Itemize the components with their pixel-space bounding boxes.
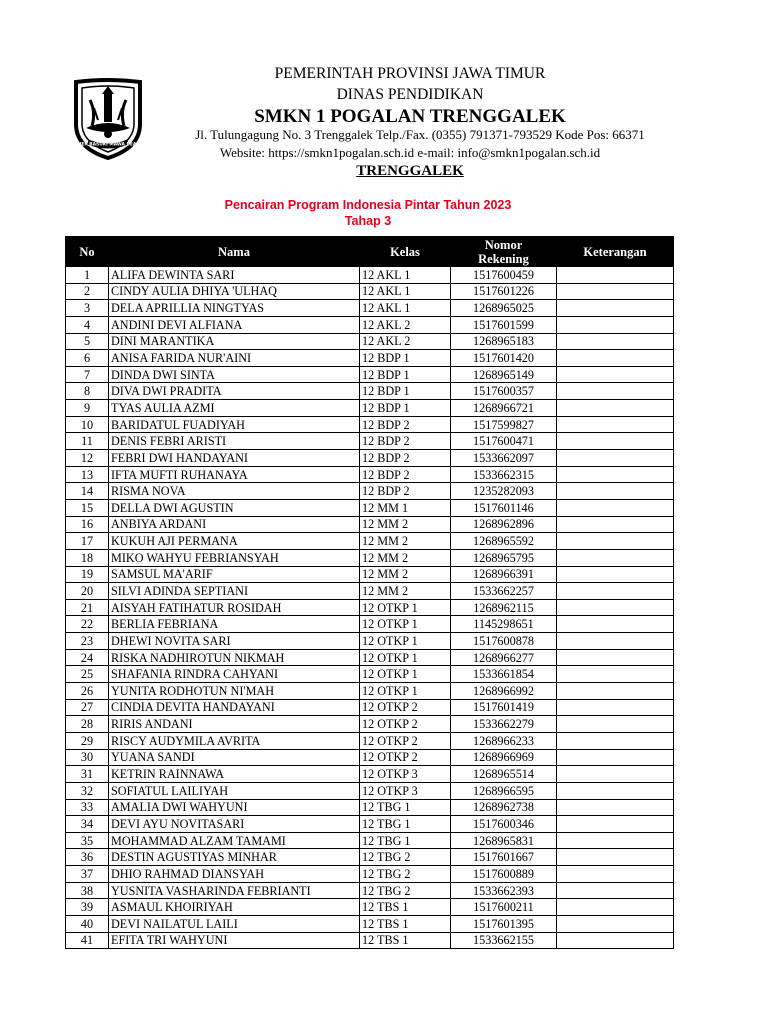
- table-row: [66, 333, 674, 350]
- school-address: Jl. Tulungagung No. 3 Trenggalek Telp./Fax. (0355) 791371-793529 Kode Pos: 66371: [195, 127, 645, 142]
- cell-name: ASMAUL KHOIRIYAH: [109, 899, 360, 916]
- cell-account: 1145298651: [451, 616, 557, 633]
- cell-account: 1533662097: [451, 450, 557, 467]
- cell-account: 1517601420: [451, 350, 557, 367]
- table-row: [66, 732, 674, 749]
- table-row: [66, 283, 674, 300]
- cell-no: 12: [66, 450, 109, 467]
- cell-name: YUNITA RODHOTUN NI'MAH: [109, 683, 360, 700]
- cell-account: 1533662393: [451, 882, 557, 899]
- table-row: [66, 849, 674, 866]
- cell-note: [557, 699, 674, 716]
- cell-no: 6: [66, 350, 109, 367]
- cell-note: [557, 649, 674, 666]
- column-header-name: Nama: [109, 237, 360, 267]
- cell-no: 31: [66, 766, 109, 783]
- cell-account: 1517599827: [451, 416, 557, 433]
- table-row: [66, 666, 674, 683]
- cell-note: [557, 416, 674, 433]
- agency-name: DINAS PENDIDIKAN: [336, 86, 484, 103]
- school-name: SMKN 1 POGALAN TRENGGALEK: [254, 106, 566, 127]
- cell-name: RISCY AUDYMILA AVRITA: [109, 732, 360, 749]
- table-row: [66, 749, 674, 766]
- cell-no: 35: [66, 832, 109, 849]
- table-row: [66, 899, 674, 916]
- cell-note: [557, 366, 674, 383]
- table-row: [66, 516, 674, 533]
- cell-account: 1517600357: [451, 383, 557, 400]
- cell-account: 1268962115: [451, 599, 557, 616]
- cell-no: 24: [66, 649, 109, 666]
- cell-note: [557, 749, 674, 766]
- cell-name: IFTA MUFTI RUHANAYA: [109, 466, 360, 483]
- table-row: [66, 649, 674, 666]
- table-row: [66, 633, 674, 650]
- cell-no: 28: [66, 716, 109, 733]
- cell-name: FEBRI DWI HANDAYANI: [109, 450, 360, 467]
- cell-account: 1517600459: [451, 267, 557, 284]
- cell-name: AISYAH FATIHATUR ROSIDAH: [109, 599, 360, 616]
- cell-class: 12 OTKP 1: [360, 683, 451, 700]
- cell-account: 1268966969: [451, 749, 557, 766]
- table-row: [66, 799, 674, 816]
- cell-note: [557, 483, 674, 500]
- cell-name: DEVI AYU NOVITASARI: [109, 816, 360, 833]
- cell-name: DIVA DWI PRADITA: [109, 383, 360, 400]
- cell-account: 1268966992: [451, 683, 557, 700]
- cell-account: 1517600471: [451, 433, 557, 450]
- table-row: [66, 782, 674, 799]
- cell-no: 23: [66, 633, 109, 650]
- cell-class: 12 BDP 1: [360, 350, 451, 367]
- cell-class: 12 AKL 1: [360, 283, 451, 300]
- cell-note: [557, 267, 674, 284]
- cell-class: 12 BDP 1: [360, 400, 451, 417]
- cell-class: 12 AKL 1: [360, 267, 451, 284]
- cell-no: 16: [66, 516, 109, 533]
- table-row: [66, 816, 674, 833]
- cell-note: [557, 549, 674, 566]
- table-row: [66, 683, 674, 700]
- cell-class: 12 MM 1: [360, 499, 451, 516]
- cell-no: 29: [66, 732, 109, 749]
- cell-account: 1235282093: [451, 483, 557, 500]
- document-title: Pencairan Program Indonesia Pintar Tahun 2023: [224, 198, 512, 212]
- cell-no: 26: [66, 683, 109, 700]
- table-row: [66, 350, 674, 367]
- cell-account: 1517601419: [451, 699, 557, 716]
- cell-name: RISMA NOVA: [109, 483, 360, 500]
- cell-note: [557, 533, 674, 550]
- cell-name: SOFIATUL LAILIYAH: [109, 782, 360, 799]
- cell-account: 1517601667: [451, 849, 557, 866]
- table-row: [66, 400, 674, 417]
- table-row: [66, 716, 674, 733]
- cell-class: 12 TBG 1: [360, 816, 451, 833]
- cell-account: 1533662155: [451, 932, 557, 949]
- cell-no: 7: [66, 366, 109, 383]
- cell-class: 12 TBS 1: [360, 915, 451, 932]
- cell-name: KETRIN RAINNAWA: [109, 766, 360, 783]
- cell-class: 12 TBG 2: [360, 866, 451, 883]
- cell-name: DELA APRILLIA NINGTYAS: [109, 300, 360, 317]
- cell-account: 1268965795: [451, 549, 557, 566]
- table-row: [66, 433, 674, 450]
- cell-no: 38: [66, 882, 109, 899]
- cell-class: 12 OTKP 1: [360, 633, 451, 650]
- cell-class: 12 OTKP 2: [360, 749, 451, 766]
- cell-account: 1533662279: [451, 716, 557, 733]
- cell-class: 12 BDP 2: [360, 483, 451, 500]
- cell-name: BERLIA FEBRIANA: [109, 616, 360, 633]
- cell-class: 12 OTKP 1: [360, 616, 451, 633]
- cell-account: 1268966233: [451, 732, 557, 749]
- cell-class: 12 BDP 2: [360, 416, 451, 433]
- recipient-table: [65, 236, 674, 949]
- cell-name: DENIS FEBRI ARISTI: [109, 433, 360, 450]
- government-name: PEMERINTAH PROVINSI JAWA TIMUR: [274, 65, 546, 82]
- cell-no: 41: [66, 932, 109, 949]
- cell-note: [557, 583, 674, 600]
- cell-class: 12 OTKP 2: [360, 716, 451, 733]
- cell-note: [557, 616, 674, 633]
- cell-class: 12 MM 2: [360, 533, 451, 550]
- cell-name: MOHAMMAD ALZAM TAMAMI: [109, 832, 360, 849]
- table-row: [66, 416, 674, 433]
- cell-no: 18: [66, 549, 109, 566]
- cell-note: [557, 782, 674, 799]
- cell-no: 14: [66, 483, 109, 500]
- cell-name: ANISA FARIDA NUR'AINI: [109, 350, 360, 367]
- cell-account: 1533661854: [451, 666, 557, 683]
- cell-account: 1517601226: [451, 283, 557, 300]
- cell-no: 11: [66, 433, 109, 450]
- cell-no: 5: [66, 333, 109, 350]
- cell-no: 19: [66, 566, 109, 583]
- cell-note: [557, 599, 674, 616]
- cell-name: ANDINI DEVI ALFIANA: [109, 316, 360, 333]
- cell-class: 12 TBS 1: [360, 899, 451, 916]
- cell-no: 13: [66, 466, 109, 483]
- table-row: [66, 616, 674, 633]
- table-row: [66, 383, 674, 400]
- table-row: [66, 915, 674, 932]
- cell-note: [557, 849, 674, 866]
- city-name: TRENGGALEK: [356, 163, 464, 179]
- cell-class: 12 TBS 1: [360, 932, 451, 949]
- cell-account: 1517600878: [451, 633, 557, 650]
- cell-note: [557, 633, 674, 650]
- cell-name: ANBIYA ARDANI: [109, 516, 360, 533]
- cell-note: [557, 400, 674, 417]
- cell-class: 12 BDP 2: [360, 433, 451, 450]
- cell-class: 12 OTKP 1: [360, 666, 451, 683]
- table-row: [66, 300, 674, 317]
- column-header-note: Keterangan: [557, 237, 674, 267]
- cell-name: RISKA NADHIROTUN NIKMAH: [109, 649, 360, 666]
- cell-account: 1533662257: [451, 583, 557, 600]
- cell-note: [557, 732, 674, 749]
- cell-class: 12 BDP 2: [360, 466, 451, 483]
- cell-account: 1268965592: [451, 533, 557, 550]
- cell-note: [557, 566, 674, 583]
- table-row: [66, 599, 674, 616]
- cell-no: 40: [66, 915, 109, 932]
- table-row: [66, 549, 674, 566]
- cell-name: DESTIN AGUSTIYAS MINHAR: [109, 849, 360, 866]
- cell-note: [557, 466, 674, 483]
- cell-note: [557, 816, 674, 833]
- table-row: [66, 766, 674, 783]
- cell-account: 1268965514: [451, 766, 557, 783]
- cell-note: [557, 300, 674, 317]
- cell-class: 12 TBG 2: [360, 849, 451, 866]
- cell-note: [557, 350, 674, 367]
- cell-note: [557, 683, 674, 700]
- table-row: [66, 366, 674, 383]
- cell-name: ALIFA DEWINTA SARI: [109, 267, 360, 284]
- cell-name: YUSNITA VASHARINDA FEBRIANTI: [109, 882, 360, 899]
- cell-account: 1517601146: [451, 499, 557, 516]
- cell-note: [557, 433, 674, 450]
- cell-name: RIRIS ANDANI: [109, 716, 360, 733]
- cell-no: 17: [66, 533, 109, 550]
- cell-name: DELLA DWI AGUSTIN: [109, 499, 360, 516]
- cell-class: 12 MM 2: [360, 516, 451, 533]
- cell-note: [557, 866, 674, 883]
- cell-name: SILVI ADINDA SEPTIANI: [109, 583, 360, 600]
- cell-account: 1533662315: [451, 466, 557, 483]
- cell-no: 22: [66, 616, 109, 633]
- table-row: [66, 316, 674, 333]
- cell-class: 12 OTKP 1: [360, 599, 451, 616]
- cell-name: CINDY AULIA DHIYA 'ULHAQ: [109, 283, 360, 300]
- cell-no: 25: [66, 666, 109, 683]
- cell-class: 12 AKL 2: [360, 333, 451, 350]
- table-row: [66, 483, 674, 500]
- cell-no: 10: [66, 416, 109, 433]
- cell-no: 2: [66, 283, 109, 300]
- cell-account: 1268966721: [451, 400, 557, 417]
- table-row: [66, 499, 674, 516]
- cell-no: 39: [66, 899, 109, 916]
- cell-note: [557, 383, 674, 400]
- cell-class: 12 AKL 2: [360, 316, 451, 333]
- cell-class: 12 OTKP 2: [360, 732, 451, 749]
- cell-account: 1268962896: [451, 516, 557, 533]
- cell-no: 8: [66, 383, 109, 400]
- cell-name: DEVI NAILATUL LAILI: [109, 915, 360, 932]
- cell-note: [557, 316, 674, 333]
- cell-name: KUKUH AJI PERMANA: [109, 533, 360, 550]
- cell-no: 3: [66, 300, 109, 317]
- cell-account: 1517601395: [451, 915, 557, 932]
- cell-note: [557, 799, 674, 816]
- cell-note: [557, 666, 674, 683]
- cell-class: 12 OTKP 3: [360, 782, 451, 799]
- cell-note: [557, 915, 674, 932]
- cell-class: 12 TBG 1: [360, 799, 451, 816]
- cell-account: 1517600346: [451, 816, 557, 833]
- table-body: [66, 267, 674, 949]
- column-header-no: No: [66, 237, 109, 267]
- cell-no: 20: [66, 583, 109, 600]
- column-header-class: Kelas: [360, 237, 451, 267]
- cell-class: 12 MM 2: [360, 549, 451, 566]
- cell-account: 1268965025: [451, 300, 557, 317]
- table-row: [66, 832, 674, 849]
- cell-name: YUANA SANDI: [109, 749, 360, 766]
- cell-note: [557, 516, 674, 533]
- cell-note: [557, 716, 674, 733]
- table-header-row: [66, 237, 674, 267]
- cell-account: 1268965831: [451, 832, 557, 849]
- logo-motto: JER BASUKI MAWA BEA: [79, 142, 137, 148]
- cell-no: 21: [66, 599, 109, 616]
- cell-no: 36: [66, 849, 109, 866]
- cell-account: 1268966277: [451, 649, 557, 666]
- cell-class: 12 BDP 1: [360, 383, 451, 400]
- cell-name: CINDIA DEVITA HANDAYANI: [109, 699, 360, 716]
- cell-class: 12 TBG 2: [360, 882, 451, 899]
- cell-name: DINDA DWI SINTA: [109, 366, 360, 383]
- document-stage: Tahap 3: [344, 214, 392, 228]
- cell-note: [557, 766, 674, 783]
- cell-account: 1268966391: [451, 566, 557, 583]
- cell-name: MIKO WAHYU FEBRIANSYAH: [109, 549, 360, 566]
- cell-no: 33: [66, 799, 109, 816]
- table-row: [66, 450, 674, 467]
- cell-account: 1517601599: [451, 316, 557, 333]
- cell-class: 12 MM 2: [360, 566, 451, 583]
- cell-name: SHAFANIA RINDRA CAHYANI: [109, 666, 360, 683]
- cell-no: 15: [66, 499, 109, 516]
- cell-no: 4: [66, 316, 109, 333]
- table-row: [66, 267, 674, 284]
- cell-note: [557, 932, 674, 949]
- table-row: [66, 466, 674, 483]
- cell-no: 1: [66, 267, 109, 284]
- table-row: [66, 882, 674, 899]
- school-website: Website: https://smkn1pogalan.sch.id e-mail: info@smkn1pogalan.sch.id: [219, 145, 601, 160]
- cell-note: [557, 333, 674, 350]
- cell-no: 32: [66, 782, 109, 799]
- cell-note: [557, 283, 674, 300]
- cell-no: 9: [66, 400, 109, 417]
- cell-note: [557, 899, 674, 916]
- cell-class: 12 AKL 1: [360, 300, 451, 317]
- cell-note: [557, 882, 674, 899]
- cell-no: 27: [66, 699, 109, 716]
- cell-class: 12 OTKP 1: [360, 649, 451, 666]
- table-row: [66, 583, 674, 600]
- cell-account: 1268965149: [451, 366, 557, 383]
- cell-name: DINI MARANTIKA: [109, 333, 360, 350]
- cell-note: [557, 450, 674, 467]
- cell-class: 12 BDP 2: [360, 450, 451, 467]
- cell-name: BARIDATUL FUADIYAH: [109, 416, 360, 433]
- cell-class: 12 OTKP 2: [360, 699, 451, 716]
- table-row: [66, 932, 674, 949]
- cell-no: 37: [66, 866, 109, 883]
- cell-class: 12 TBG 1: [360, 832, 451, 849]
- cell-no: 34: [66, 816, 109, 833]
- cell-account: 1268962738: [451, 799, 557, 816]
- cell-name: SAMSUL MA'ARIF: [109, 566, 360, 583]
- table-row: [66, 866, 674, 883]
- cell-note: [557, 499, 674, 516]
- cell-account: 1517600211: [451, 899, 557, 916]
- cell-account: 1517600889: [451, 866, 557, 883]
- cell-class: 12 OTKP 3: [360, 766, 451, 783]
- table-row: [66, 699, 674, 716]
- table-row: [66, 566, 674, 583]
- cell-note: [557, 832, 674, 849]
- cell-class: 12 MM 2: [360, 583, 451, 600]
- cell-account: 1268965183: [451, 333, 557, 350]
- cell-class: 12 BDP 1: [360, 366, 451, 383]
- cell-name: AMALIA DWI WAHYUNI: [109, 799, 360, 816]
- cell-no: 30: [66, 749, 109, 766]
- cell-name: EFITA TRI WAHYUNI: [109, 932, 360, 949]
- cell-account: 1268966595: [451, 782, 557, 799]
- cell-name: DHEWI NOVITA SARI: [109, 633, 360, 650]
- cell-name: TYAS AULIA AZMI: [109, 400, 360, 417]
- table-row: [66, 533, 674, 550]
- column-header-account: Nomor Rekening: [451, 237, 557, 267]
- cell-name: DHIO RAHMAD DIANSYAH: [109, 866, 360, 883]
